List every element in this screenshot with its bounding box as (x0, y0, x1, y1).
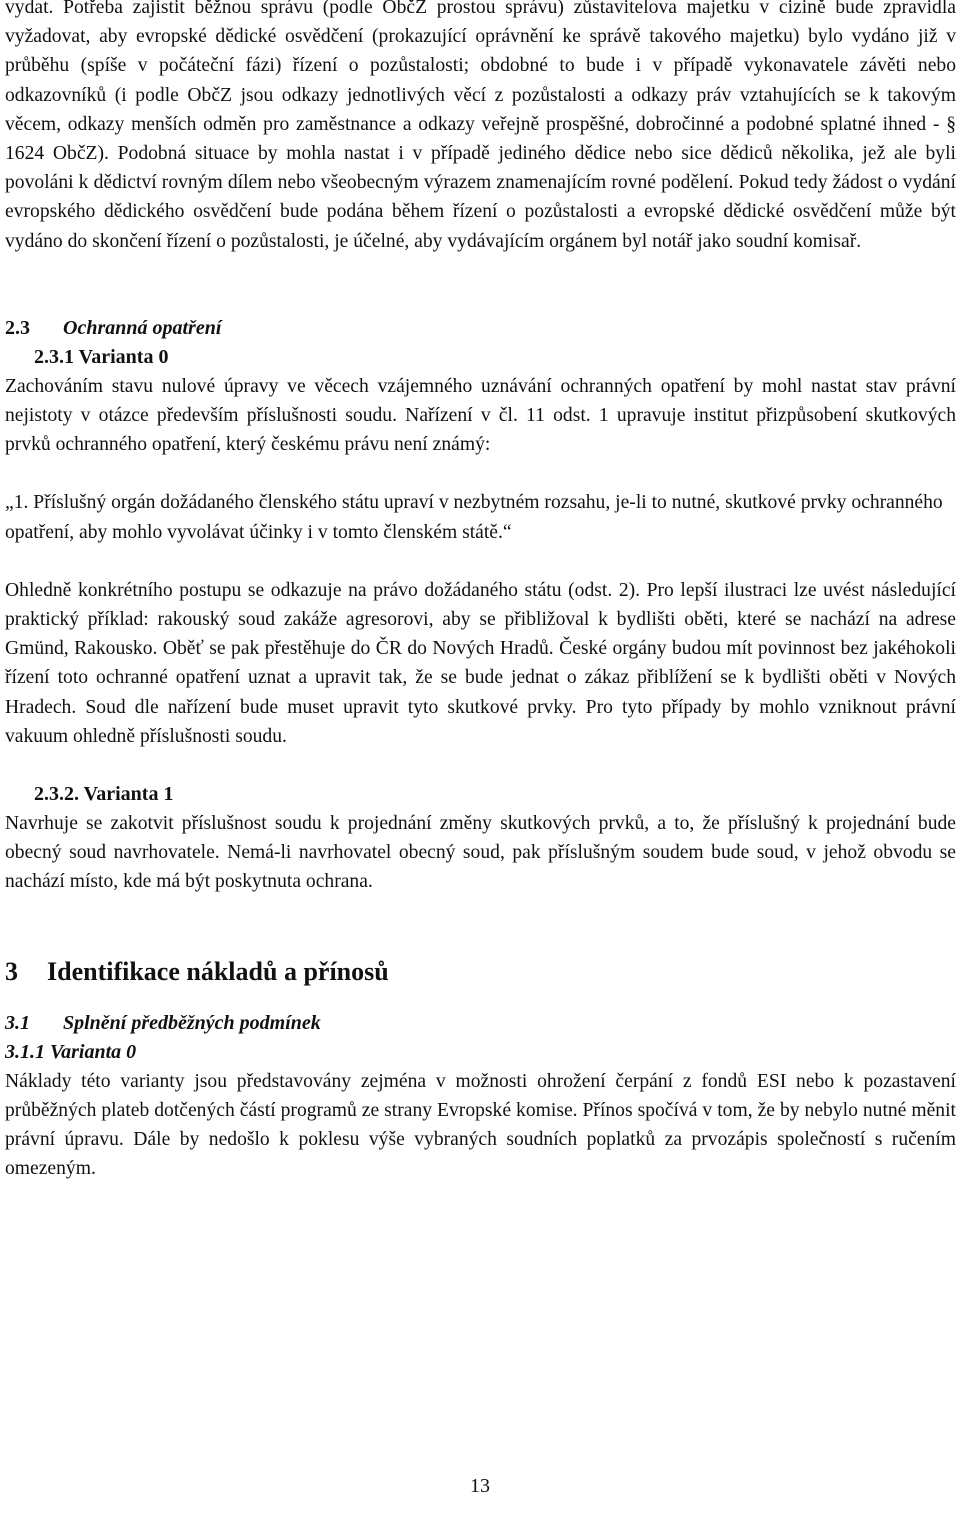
heading-3-number: 3 (5, 956, 18, 986)
paragraph-example: Ohledně konkrétního postupu se odkazuje na právo dožádaného státu (odst. 2). Pro lepší ilustraci lze uvést následující praktický příklad: rakouský soud zakáže agresorovi, aby se přibližoval k bydlišti oběti, které se nachází na adrese Gmünd, Rakousko. Oběť se pak přestěhuje do ČR do Nových Hradů. České orgány budou mít povinnost bez jakéhokoli řízení toto ochranné opatření uznat a upravit tak, že se bude jednat o zákaz přiblížení se k bydlišti oběti v Nových Hradech. Soud dle nařízení bude muset upravit tyto skutkové prvky. Pro tyto případy by mohlo vzniknout právní vakuum ohledně příslušnosti soudu. (5, 579, 956, 747)
heading-3-1-1 (5, 1038, 956, 1067)
document-page (5, 0, 956, 1183)
page-number: 13 (470, 1475, 490, 1497)
heading-2-3-number: 2.3 (5, 316, 30, 339)
heading-3-1-1-text: 3.1.1 Varianta 0 (5, 1040, 137, 1063)
heading-2-3-title: Ochranná opatření (63, 316, 222, 339)
paragraph-2-3-1: Zachováním stavu nulové úpravy ve věcech vzájemného uznávání ochranných opatření by mohl nastat stav právní nejistoty v otázce především příslušnosti soudu. Nařízení v čl. 11 odst. 1 upravuje institut přizpůsobení skutkových prvků ochranného opatření, který českému právu není známý: (5, 375, 956, 456)
heading-3-1-number: 3.1 (5, 1011, 30, 1034)
heading-3-title: Identifikace nákladů a přínosů (47, 956, 389, 986)
paragraph-intro: vydat. Potřeba zajistit běžnou správu (podle ObčZ prostou správu) zůstavitelova majetku v cizině bude zpravidla vyžadovat, aby evropské dědické osvědčení (prokazující oprávnění ke správě takového majetku) bylo vydáno již v průběhu (spíše v počáteční fázi) řízení o pozůstalosti; obdobné to bude i v případě vykonavatele závěti nebo odkazovníků (i podle ObčZ jsou odkazy jednotlivých věcí z pozůstalosti a odkazy práv vztahujících se k takovým věcem, odkazy menších odměn pro zaměstnance a odkazy veřejně prospěšné, dobročinné a podobné splatné ihned - § 1624 ObčZ). Podobná situace by mohla nastat i v případě jediného dědice nebo sice dědiců několika, jež ale byli povoláni k dědictví rovným dílem nebo všeobecným výrazem znamenajícím rovné podělení. Pokud tedy žádost o vydání evropského dědického osvědčení bude podána během řízení o pozůstalosti a evropské dědické osvědčení může být vydáno do skončení řízení o pozůstalosti, je účelné, aby vydávajícím orgánem byl notář jako soudní komisař. (5, 0, 956, 252)
paragraph-2-3-2: Navrhuje se zakotvit příslušnost soudu k projednání změny skutkových prvků, a to, že příslušný k projednání bude obecný soud navrhovatele. Nemá-li navrhovatel obecný soud, pak příslušným soudem bude soud, v jehož obvodu se nachází místo, kde má být poskytnuta ochrana. (5, 813, 956, 893)
heading-2-3-2: 2.3.2. Varianta 1 (34, 783, 174, 806)
heading-2-3-1: 2.3.1 Varianta 0 (34, 345, 169, 368)
heading-3-1 (5, 1009, 956, 1038)
paragraph-3-1-1: Náklady této varianty jsou představovány zejména v možnosti ohrožení čerpání z fondů ESI nebo k pozastavení průběžných plateb dotčených částí programů ze strany Evropské komise. Přínos spočívá v tom, že by nebylo nutné měnit právní úpravu. Dále by nedošlo k poklesu výše vybraných soudních poplatků za prvozápis společností s ručením omezeným. (5, 1070, 956, 1180)
heading-3-1-title: Splnění předběžných podmínek (63, 1011, 321, 1034)
heading-3 (5, 955, 956, 989)
heading-2-3 (5, 314, 956, 343)
quoted-regulation: „1. Příslušný orgán dožádaného členského státu upraví v nezbytném rozsahu, je-li to nutné, skutkové prvky ochranného opatření, aby mohlo vyvolávat účinky i v tomto členském státě.“ (5, 492, 943, 543)
